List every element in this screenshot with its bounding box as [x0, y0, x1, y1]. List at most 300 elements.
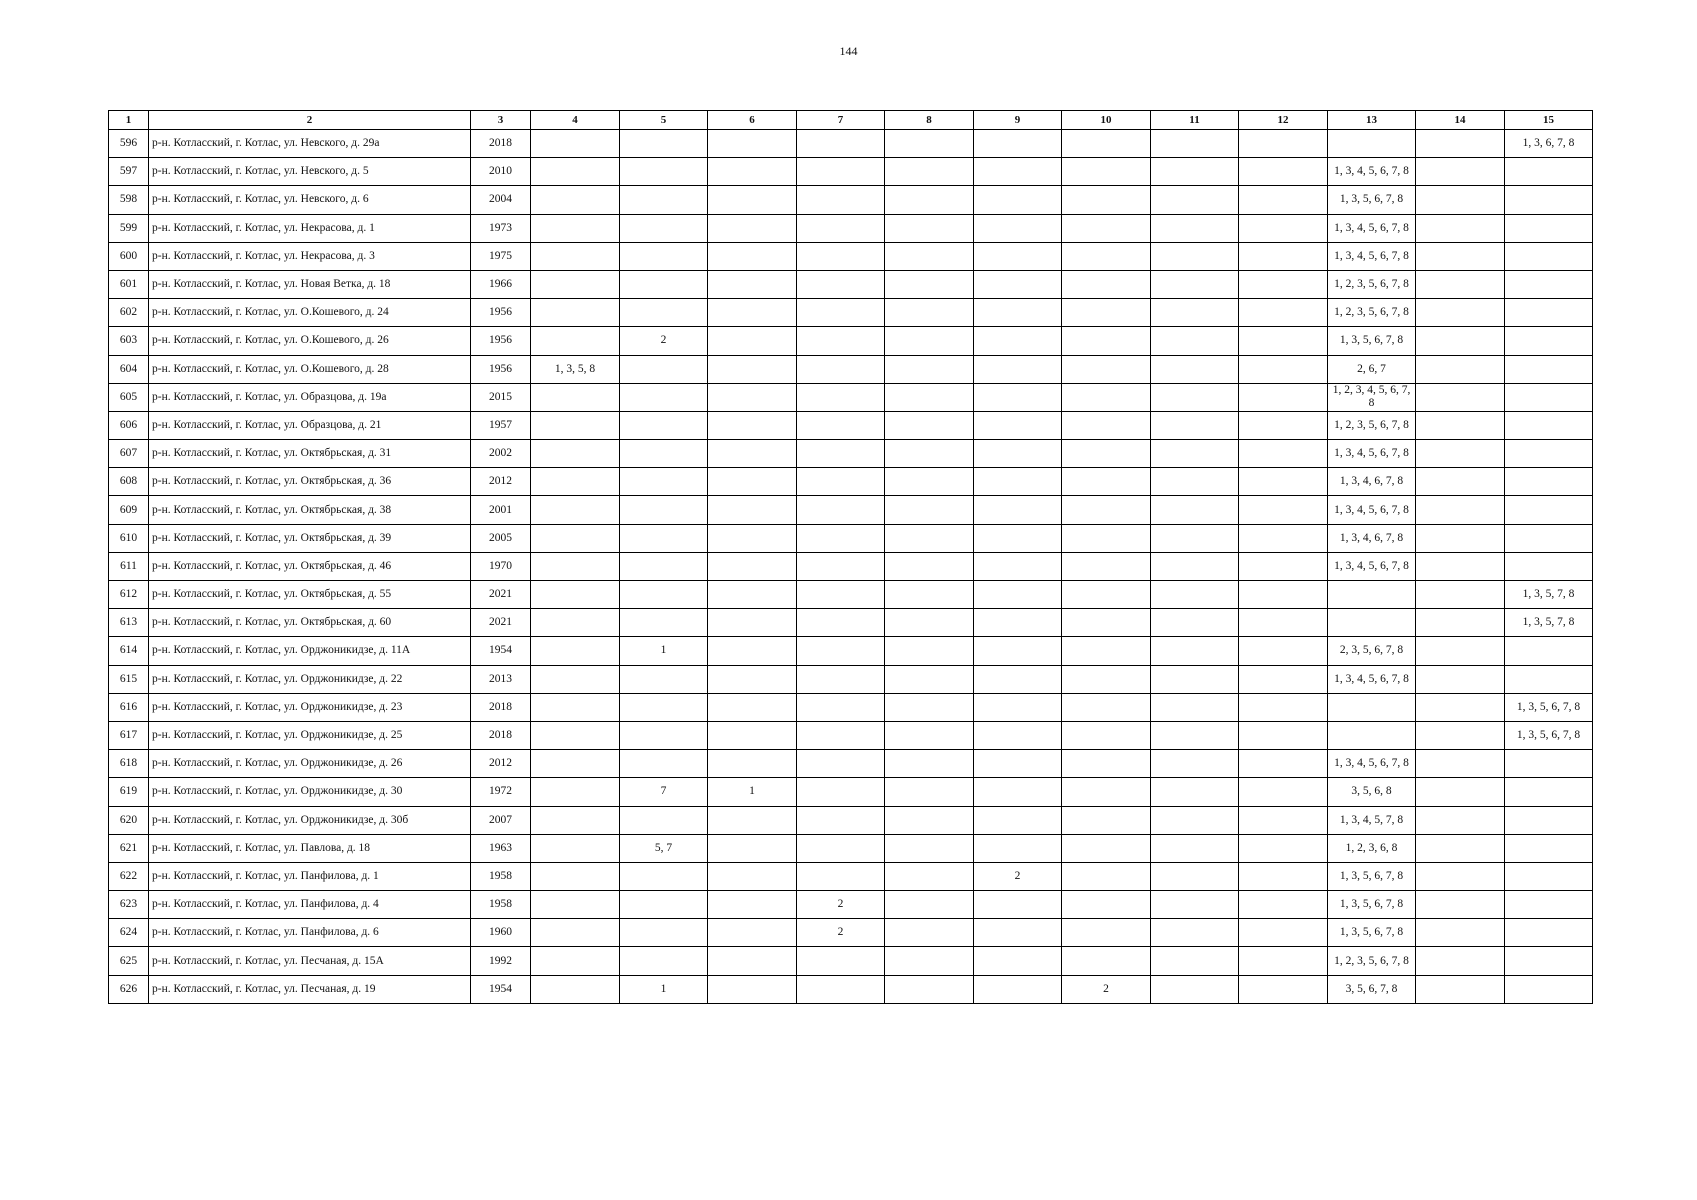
- table-row: [109, 862, 1593, 890]
- code-cell-col-4: [531, 975, 620, 1003]
- year-cell: 2021: [471, 581, 531, 609]
- code-cell-col-9: [974, 411, 1062, 439]
- code-cell-col-5: [620, 130, 708, 158]
- code-cell-col-15: [1505, 355, 1593, 383]
- row-number-cell: 608: [109, 468, 149, 496]
- code-cell-col-14: [1416, 440, 1505, 468]
- code-cell-col-7: [797, 693, 885, 721]
- table-row: [109, 552, 1593, 580]
- table-row: [109, 806, 1593, 834]
- table-header: [109, 111, 1593, 130]
- code-cell-col-6: [708, 806, 797, 834]
- code-cell-col-6: [708, 834, 797, 862]
- code-cell-col-15: [1505, 975, 1593, 1003]
- code-cell-col-4: [531, 327, 620, 355]
- code-cell-col-12: [1239, 778, 1328, 806]
- year-cell: 1973: [471, 214, 531, 242]
- table-row: [109, 834, 1593, 862]
- address-cell: р-н. Котласский, г. Котлас, ул. Октябрьская, д. 60: [149, 609, 471, 637]
- code-cell-col-6: [708, 552, 797, 580]
- code-cell-col-15: [1505, 270, 1593, 298]
- code-cell-col-14: [1416, 806, 1505, 834]
- code-cell-col-4: [531, 834, 620, 862]
- table-row: [109, 355, 1593, 383]
- code-cell-col-10: [1062, 299, 1151, 327]
- year-cell: 1956: [471, 327, 531, 355]
- code-cell-col-5: [620, 891, 708, 919]
- table-row: [109, 186, 1593, 214]
- code-cell-col-9: [974, 665, 1062, 693]
- code-cell-col-14: [1416, 750, 1505, 778]
- code-cell-col-5: [620, 496, 708, 524]
- code-cell-col-10: [1062, 778, 1151, 806]
- code-cell-col-5: 7: [620, 778, 708, 806]
- code-cell-col-12: [1239, 186, 1328, 214]
- year-cell: 2013: [471, 665, 531, 693]
- row-number-cell: 602: [109, 299, 149, 327]
- code-cell-col-7: [797, 242, 885, 270]
- code-cell-col-15: 1, 3, 5, 7, 8: [1505, 581, 1593, 609]
- address-cell: р-н. Котласский, г. Котлас, ул. Новая Ветка, д. 18: [149, 270, 471, 298]
- code-cell-col-13: 1, 3, 5, 6, 7, 8: [1328, 862, 1416, 890]
- table-row: [109, 919, 1593, 947]
- code-cell-col-14: [1416, 130, 1505, 158]
- code-cell-col-11: [1151, 327, 1239, 355]
- code-cell-col-11: [1151, 609, 1239, 637]
- code-cell-col-10: [1062, 355, 1151, 383]
- code-cell-col-6: [708, 186, 797, 214]
- code-cell-col-10: [1062, 693, 1151, 721]
- row-number-cell: 611: [109, 552, 149, 580]
- row-number-cell: 604: [109, 355, 149, 383]
- code-cell-col-11: [1151, 242, 1239, 270]
- code-cell-col-9: [974, 750, 1062, 778]
- code-cell-col-14: [1416, 186, 1505, 214]
- code-cell-col-4: [531, 270, 620, 298]
- code-cell-col-10: [1062, 581, 1151, 609]
- address-cell: р-н. Котласский, г. Котлас, ул. Орджоникидзе, д. 11А: [149, 637, 471, 665]
- code-cell-col-8: [885, 524, 974, 552]
- table-row: [109, 440, 1593, 468]
- row-number-cell: 615: [109, 665, 149, 693]
- column-header-5: 5: [620, 111, 708, 130]
- row-number-cell: 617: [109, 721, 149, 749]
- code-cell-col-11: [1151, 693, 1239, 721]
- code-cell-col-7: [797, 327, 885, 355]
- code-cell-col-8: [885, 609, 974, 637]
- code-cell-col-11: [1151, 778, 1239, 806]
- code-cell-col-9: [974, 130, 1062, 158]
- code-cell-col-5: [620, 806, 708, 834]
- code-cell-col-7: [797, 299, 885, 327]
- code-cell-col-8: [885, 299, 974, 327]
- code-cell-col-12: [1239, 214, 1328, 242]
- code-cell-col-12: [1239, 130, 1328, 158]
- code-cell-col-15: [1505, 524, 1593, 552]
- code-cell-col-12: [1239, 750, 1328, 778]
- code-cell-col-4: [531, 665, 620, 693]
- address-cell: р-н. Котласский, г. Котлас, ул. Невского, д. 5: [149, 158, 471, 186]
- address-cell: р-н. Котласский, г. Котлас, ул. Панфилова, д. 1: [149, 862, 471, 890]
- code-cell-col-8: [885, 355, 974, 383]
- code-cell-col-5: [620, 242, 708, 270]
- code-cell-col-15: [1505, 665, 1593, 693]
- code-cell-col-11: [1151, 524, 1239, 552]
- address-cell: р-н. Котласский, г. Котлас, ул. О.Кошевого, д. 26: [149, 327, 471, 355]
- code-cell-col-7: [797, 214, 885, 242]
- code-cell-col-6: [708, 665, 797, 693]
- code-cell-col-11: [1151, 299, 1239, 327]
- code-cell-col-11: [1151, 665, 1239, 693]
- column-header-10: 10: [1062, 111, 1151, 130]
- address-cell: р-н. Котласский, г. Котлас, ул. Панфилова, д. 4: [149, 891, 471, 919]
- code-cell-col-8: [885, 806, 974, 834]
- code-cell-col-15: [1505, 242, 1593, 270]
- code-cell-col-11: [1151, 186, 1239, 214]
- column-header-14: 14: [1416, 111, 1505, 130]
- code-cell-col-15: [1505, 891, 1593, 919]
- code-cell-col-4: [531, 693, 620, 721]
- column-header-12: 12: [1239, 111, 1328, 130]
- code-cell-col-13: 1, 3, 4, 5, 6, 7, 8: [1328, 440, 1416, 468]
- year-cell: 1966: [471, 270, 531, 298]
- code-cell-col-10: [1062, 524, 1151, 552]
- code-cell-col-11: [1151, 355, 1239, 383]
- code-cell-col-9: [974, 242, 1062, 270]
- code-cell-col-5: 1: [620, 637, 708, 665]
- code-cell-col-12: [1239, 693, 1328, 721]
- column-header-4: 4: [531, 111, 620, 130]
- code-cell-col-12: [1239, 919, 1328, 947]
- code-cell-col-5: [620, 270, 708, 298]
- code-cell-col-10: 2: [1062, 975, 1151, 1003]
- code-cell-col-9: [974, 440, 1062, 468]
- code-cell-col-7: [797, 778, 885, 806]
- year-cell: 1960: [471, 919, 531, 947]
- code-cell-col-12: [1239, 665, 1328, 693]
- code-cell-col-9: [974, 383, 1062, 411]
- code-cell-col-13: [1328, 693, 1416, 721]
- code-cell-col-9: [974, 721, 1062, 749]
- code-cell-col-12: [1239, 383, 1328, 411]
- address-cell: р-н. Котласский, г. Котлас, ул. Панфилова, д. 6: [149, 919, 471, 947]
- code-cell-col-9: 2: [974, 862, 1062, 890]
- code-cell-col-10: [1062, 665, 1151, 693]
- year-cell: 1975: [471, 242, 531, 270]
- address-cell: р-н. Котласский, г. Котлас, ул. Невского, д. 29а: [149, 130, 471, 158]
- address-cell: р-н. Котласский, г. Котлас, ул. Орджоникидзе, д. 30б: [149, 806, 471, 834]
- code-cell-col-9: [974, 806, 1062, 834]
- code-cell-col-5: [620, 440, 708, 468]
- code-cell-col-15: [1505, 383, 1593, 411]
- code-cell-col-10: [1062, 242, 1151, 270]
- year-cell: 1958: [471, 862, 531, 890]
- code-cell-col-6: [708, 637, 797, 665]
- code-cell-col-13: 1, 2, 3, 5, 6, 7, 8: [1328, 411, 1416, 439]
- table-row: [109, 130, 1593, 158]
- code-cell-col-7: [797, 496, 885, 524]
- code-cell-col-11: [1151, 750, 1239, 778]
- code-cell-col-5: [620, 552, 708, 580]
- code-cell-col-14: [1416, 919, 1505, 947]
- code-cell-col-15: [1505, 862, 1593, 890]
- code-cell-col-13: [1328, 721, 1416, 749]
- table-row: [109, 411, 1593, 439]
- year-cell: 1956: [471, 355, 531, 383]
- row-number-cell: 612: [109, 581, 149, 609]
- code-cell-col-5: 2: [620, 327, 708, 355]
- code-cell-col-4: [531, 778, 620, 806]
- table-row: [109, 383, 1593, 411]
- code-cell-col-8: [885, 891, 974, 919]
- row-number-cell: 606: [109, 411, 149, 439]
- register-table: [108, 110, 1593, 1004]
- code-cell-col-12: [1239, 891, 1328, 919]
- code-cell-col-13: 3, 5, 6, 7, 8: [1328, 975, 1416, 1003]
- code-cell-col-7: [797, 665, 885, 693]
- code-cell-col-12: [1239, 806, 1328, 834]
- code-cell-col-13: [1328, 609, 1416, 637]
- code-cell-col-11: [1151, 806, 1239, 834]
- code-cell-col-7: [797, 581, 885, 609]
- code-cell-col-10: [1062, 919, 1151, 947]
- code-cell-col-10: [1062, 496, 1151, 524]
- code-cell-col-8: [885, 130, 974, 158]
- code-cell-col-4: 1, 3, 5, 8: [531, 355, 620, 383]
- code-cell-col-14: [1416, 411, 1505, 439]
- code-cell-col-6: [708, 693, 797, 721]
- code-cell-col-8: [885, 468, 974, 496]
- code-cell-col-8: [885, 411, 974, 439]
- table-row: [109, 214, 1593, 242]
- year-cell: 2018: [471, 721, 531, 749]
- row-number-cell: 596: [109, 130, 149, 158]
- code-cell-col-10: [1062, 214, 1151, 242]
- row-number-cell: 625: [109, 947, 149, 975]
- code-cell-col-10: [1062, 891, 1151, 919]
- year-cell: 2010: [471, 158, 531, 186]
- code-cell-col-12: [1239, 355, 1328, 383]
- code-cell-col-12: [1239, 270, 1328, 298]
- code-cell-col-13: 1, 3, 5, 6, 7, 8: [1328, 186, 1416, 214]
- code-cell-col-10: [1062, 158, 1151, 186]
- table-row: [109, 496, 1593, 524]
- code-cell-col-11: [1151, 862, 1239, 890]
- code-cell-col-5: [620, 524, 708, 552]
- table-row: [109, 327, 1593, 355]
- year-cell: 2021: [471, 609, 531, 637]
- address-cell: р-н. Котласский, г. Котлас, ул. Образцова, д. 21: [149, 411, 471, 439]
- code-cell-col-5: [620, 299, 708, 327]
- code-cell-col-10: [1062, 270, 1151, 298]
- column-header-7: 7: [797, 111, 885, 130]
- code-cell-col-6: [708, 609, 797, 637]
- code-cell-col-12: [1239, 947, 1328, 975]
- code-cell-col-5: [620, 721, 708, 749]
- code-cell-col-14: [1416, 975, 1505, 1003]
- table-body: [109, 130, 1593, 1004]
- code-cell-col-14: [1416, 891, 1505, 919]
- column-header-11: 11: [1151, 111, 1239, 130]
- code-cell-col-4: [531, 440, 620, 468]
- address-cell: р-н. Котласский, г. Котлас, ул. Октябрьская, д. 46: [149, 552, 471, 580]
- address-cell: р-н. Котласский, г. Котлас, ул. Некрасова, д. 3: [149, 242, 471, 270]
- code-cell-col-8: [885, 862, 974, 890]
- code-cell-col-8: [885, 552, 974, 580]
- column-header-2: 2: [149, 111, 471, 130]
- code-cell-col-11: [1151, 496, 1239, 524]
- code-cell-col-7: [797, 609, 885, 637]
- code-cell-col-8: [885, 270, 974, 298]
- table-row: [109, 524, 1593, 552]
- code-cell-col-5: [620, 750, 708, 778]
- code-cell-col-15: [1505, 947, 1593, 975]
- code-cell-col-6: [708, 270, 797, 298]
- code-cell-col-13: 1, 3, 4, 6, 7, 8: [1328, 524, 1416, 552]
- code-cell-col-15: [1505, 834, 1593, 862]
- code-cell-col-14: [1416, 581, 1505, 609]
- code-cell-col-13: 1, 3, 4, 5, 6, 7, 8: [1328, 552, 1416, 580]
- code-cell-col-5: [620, 919, 708, 947]
- code-cell-col-14: [1416, 496, 1505, 524]
- code-cell-col-5: [620, 158, 708, 186]
- year-cell: 2005: [471, 524, 531, 552]
- row-number-cell: 600: [109, 242, 149, 270]
- code-cell-col-13: 1, 2, 3, 5, 6, 7, 8: [1328, 947, 1416, 975]
- code-cell-col-12: [1239, 327, 1328, 355]
- code-cell-col-6: [708, 468, 797, 496]
- code-cell-col-8: [885, 158, 974, 186]
- code-cell-col-14: [1416, 552, 1505, 580]
- address-cell: р-н. Котласский, г. Котлас, ул. Павлова, д. 18: [149, 834, 471, 862]
- code-cell-col-15: [1505, 186, 1593, 214]
- code-cell-col-7: [797, 552, 885, 580]
- code-cell-col-7: [797, 468, 885, 496]
- code-cell-col-12: [1239, 581, 1328, 609]
- code-cell-col-15: 1, 3, 6, 7, 8: [1505, 130, 1593, 158]
- code-cell-col-12: [1239, 242, 1328, 270]
- row-number-cell: 599: [109, 214, 149, 242]
- code-cell-col-11: [1151, 975, 1239, 1003]
- year-cell: 1970: [471, 552, 531, 580]
- code-cell-col-12: [1239, 721, 1328, 749]
- code-cell-col-15: [1505, 299, 1593, 327]
- code-cell-col-9: [974, 609, 1062, 637]
- code-cell-col-5: 5, 7: [620, 834, 708, 862]
- code-cell-col-6: [708, 919, 797, 947]
- code-cell-col-13: 1, 2, 3, 4, 5, 6, 7, 8: [1328, 383, 1416, 411]
- row-number-cell: 607: [109, 440, 149, 468]
- code-cell-col-6: [708, 581, 797, 609]
- code-cell-col-5: [620, 214, 708, 242]
- row-number-cell: 626: [109, 975, 149, 1003]
- year-cell: 1992: [471, 947, 531, 975]
- code-cell-col-10: [1062, 947, 1151, 975]
- address-cell: р-н. Котласский, г. Котлас, ул. Некрасова, д. 1: [149, 214, 471, 242]
- code-cell-col-11: [1151, 834, 1239, 862]
- code-cell-col-14: [1416, 468, 1505, 496]
- code-cell-col-10: [1062, 834, 1151, 862]
- address-cell: р-н. Котласский, г. Котлас, ул. Орджоникидзе, д. 22: [149, 665, 471, 693]
- year-cell: 2018: [471, 693, 531, 721]
- code-cell-col-9: [974, 975, 1062, 1003]
- code-cell-col-7: [797, 862, 885, 890]
- code-cell-col-13: 2, 6, 7: [1328, 355, 1416, 383]
- code-cell-col-14: [1416, 158, 1505, 186]
- code-cell-col-9: [974, 947, 1062, 975]
- code-cell-col-4: [531, 411, 620, 439]
- code-cell-col-9: [974, 693, 1062, 721]
- code-cell-col-6: [708, 242, 797, 270]
- row-number-cell: 614: [109, 637, 149, 665]
- code-cell-col-7: [797, 975, 885, 1003]
- table-row: [109, 947, 1593, 975]
- code-cell-col-11: [1151, 440, 1239, 468]
- row-number-cell: 621: [109, 834, 149, 862]
- code-cell-col-7: [797, 158, 885, 186]
- code-cell-col-14: [1416, 242, 1505, 270]
- code-cell-col-14: [1416, 299, 1505, 327]
- code-cell-col-7: [797, 383, 885, 411]
- address-cell: р-н. Котласский, г. Котлас, ул. Песчаная, д. 15А: [149, 947, 471, 975]
- code-cell-col-6: [708, 496, 797, 524]
- code-cell-col-13: 1, 3, 4, 5, 7, 8: [1328, 806, 1416, 834]
- column-header-1: 1: [109, 111, 149, 130]
- code-cell-col-8: [885, 693, 974, 721]
- code-cell-col-8: [885, 834, 974, 862]
- code-cell-col-7: [797, 355, 885, 383]
- code-cell-col-14: [1416, 524, 1505, 552]
- code-cell-col-11: [1151, 411, 1239, 439]
- address-cell: р-н. Котласский, г. Котлас, ул. Октябрьская, д. 55: [149, 581, 471, 609]
- code-cell-col-6: [708, 891, 797, 919]
- code-cell-col-14: [1416, 862, 1505, 890]
- code-cell-col-10: [1062, 411, 1151, 439]
- row-number-cell: 598: [109, 186, 149, 214]
- year-cell: 1972: [471, 778, 531, 806]
- code-cell-col-7: [797, 750, 885, 778]
- year-cell: 2002: [471, 440, 531, 468]
- code-cell-col-10: [1062, 440, 1151, 468]
- code-cell-col-14: [1416, 609, 1505, 637]
- code-cell-col-4: [531, 919, 620, 947]
- code-cell-col-10: [1062, 862, 1151, 890]
- year-cell: 2001: [471, 496, 531, 524]
- code-cell-col-4: [531, 524, 620, 552]
- code-cell-col-9: [974, 270, 1062, 298]
- code-cell-col-9: [974, 778, 1062, 806]
- code-cell-col-7: [797, 440, 885, 468]
- address-cell: р-н. Котласский, г. Котлас, ул. Невского, д. 6: [149, 186, 471, 214]
- code-cell-col-15: [1505, 468, 1593, 496]
- code-cell-col-13: [1328, 130, 1416, 158]
- code-cell-col-6: [708, 947, 797, 975]
- year-cell: 1956: [471, 299, 531, 327]
- code-cell-col-9: [974, 158, 1062, 186]
- row-number-cell: 601: [109, 270, 149, 298]
- code-cell-col-14: [1416, 355, 1505, 383]
- code-cell-col-4: [531, 609, 620, 637]
- code-cell-col-9: [974, 496, 1062, 524]
- address-cell: р-н. Котласский, г. Котлас, ул. О.Кошевого, д. 28: [149, 355, 471, 383]
- column-header-8: 8: [885, 111, 974, 130]
- address-cell: р-н. Котласский, г. Котлас, ул. Октябрьская, д. 36: [149, 468, 471, 496]
- code-cell-col-12: [1239, 299, 1328, 327]
- code-cell-col-14: [1416, 947, 1505, 975]
- table-row: [109, 581, 1593, 609]
- code-cell-col-11: [1151, 637, 1239, 665]
- column-header-9: 9: [974, 111, 1062, 130]
